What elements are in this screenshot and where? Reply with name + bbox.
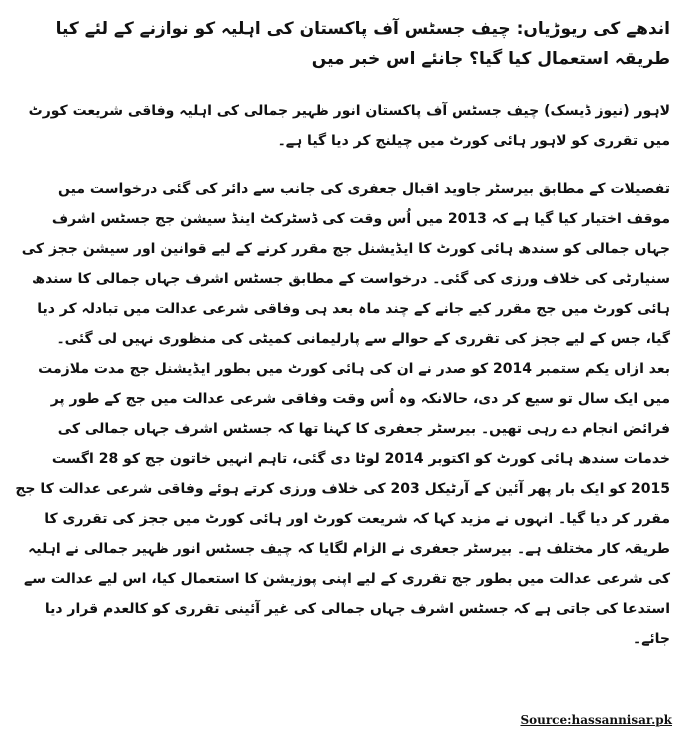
article [14, 14, 670, 672]
article-paragraph-details: تفصیلات کے مطابق بیرسٹر جاوید اقبال جعفری کی جانب سے دائر کی گئی درخواست میں موقف اختیار کیا گیا ہے کہ 2013 میں اُس وقت کی ڈسٹرکٹ اینڈ سیشن جج جسٹس اشرف جہاں جمالی کو سندھ ہائی کورٹ کا ایڈیشنل جج مقرر کرنے کے لیے قوانین اور سیشن ججز کی سنیارٹی کی خلاف ورزی کی گئی۔ درخواست کے مطابق جسٹس اشرف جہاں جمالی کا سندھ ہائی کورٹ میں جج مقرر کیے جانے کے چند ماہ بعد ہی وفاقی شرعی عدالت میں تبادلہ کر دیا گیا، جس کے لیے ججز کی تقرری کے حوالے سے پارلیمانی کمیٹی کی منظوری نہیں لی گئی۔ [21, 181, 670, 347]
article-paragraph-intro: لاہور (نیوز ڈیسک) چیف جسٹس آف پاکستان انور ظہیر جمالی کی اہلیہ وفاقی شریعت کورٹ میں تقرری کو لاہور ہائی کورٹ میں چیلنج کر دیا گیا ہے۔ [28, 103, 670, 149]
source-credit: Source:hassannisar.pk [520, 713, 672, 727]
article-paragraph-appointment: بعد ازاں یکم ستمبر 2014 کو صدر نے ان کی ہائی کورٹ میں بطور ایڈیشنل جج مدت ملازمت میں ایک سال تو سیع کر دی، حالانکہ وہ اُس وقت وفاقی شرعی عدالت میں جج کے طور پر فرائض انجام دے رہی تھیں۔ بیرسٹر جعفری کا کہنا تھا کہ جسٹس اشرف جہاں جمالی کی خدمات سندھ ہائی کورٹ کو اکتوبر 2014 لوٹا دی گئی، تاہم انہیں خاتون جج کو 28 اگست 2015 کو ایک بار پھر آئین کے آرٹیکل 203 کی خلاف ورزی کرتے ہوئے وفاقی شرعی عدالت کا جج مقرر کر دیا گیا۔ انہوں نے مزید کہا کہ شریعت کورٹ اور ہائی کورٹ میں ججز کی تقرری کا طریقہ کار مختلف ہے۔ بیرسٹر جعفری نے الزام لگایا کہ چیف جسٹس انور ظہیر جمالی نے اہلیہ کی شرعی عدالت میں بطور جج تقرری کے لیے اپنی پوزیشن کا استعمال کیا، اس لیے عدالت سے استدعا کی جاتی ہے کہ جسٹس اشرف جہاں جمالی کی غیر آئینی تقرری کو کالعدم قرار دیا جائے۔ [15, 361, 670, 647]
article-headline: اندھے کی ریوڑیاں: چیف جسٹس آف پاکستان کی اہلیہ کو نوازنے کے لئے کیا طریقہ استعمال کیا گیا؟ جانئے اس خبر میں [55, 19, 670, 69]
